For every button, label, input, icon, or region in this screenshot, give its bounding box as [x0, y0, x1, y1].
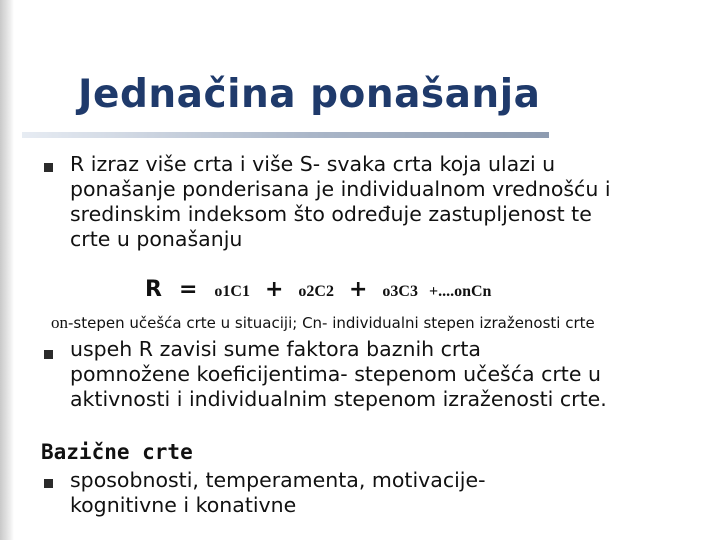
paragraph-line: aktivnosti i individualnim stepenom izraženosti crte.	[70, 387, 607, 411]
equation-plus: +	[348, 277, 368, 302]
equation-tail: +....onCn	[428, 283, 492, 300]
paragraph-line: crte u ponašanju	[70, 227, 243, 251]
equation-equals: =	[178, 277, 198, 302]
behavior-equation	[145, 277, 491, 302]
paragraph-line: sredinskim indeksom što određuje zastupljenost te	[70, 202, 592, 226]
equation-r: R	[145, 277, 162, 302]
paragraph-line: kognitivne i konativne	[70, 493, 297, 517]
paragraph-line: pomnožene koeficijentima- stepenom učešća crte u	[70, 362, 601, 386]
bullet-square-icon	[44, 163, 53, 172]
legend-text: -stepen učešća crte u situaciji; Cn- individualni stepen izraženosti crte	[68, 314, 595, 332]
bullet-square-icon	[44, 350, 53, 359]
bullet-paragraph-1	[70, 152, 720, 252]
left-decorative-bar	[0, 0, 14, 540]
paragraph-line: R izraz više crta i više S- svaka crta koja ulazi u	[70, 152, 556, 176]
title-underline	[22, 132, 549, 138]
paragraph-line: uspeh R zavisi sume faktora baznih crta	[70, 337, 481, 361]
equation-term-1: o1C1	[214, 283, 250, 300]
equation-plus: +	[264, 277, 284, 302]
equation-term-2: o2C2	[298, 283, 334, 300]
bullet-square-icon	[44, 479, 53, 488]
paragraph-line: sposobnosti, temperamenta, motivacije-	[70, 468, 486, 492]
bullet-paragraph-2	[70, 337, 720, 412]
slide-title: Jednačina ponašanja	[78, 72, 541, 117]
bullet-paragraph-3	[70, 468, 720, 518]
equation-legend	[51, 313, 595, 333]
section-heading: Bazične crte	[41, 440, 193, 464]
equation-term-3: o3C3	[382, 283, 418, 300]
paragraph-line: ponašanje ponderisana je individualnom vrednošću i	[70, 177, 611, 201]
legend-symbol: on	[51, 313, 68, 332]
